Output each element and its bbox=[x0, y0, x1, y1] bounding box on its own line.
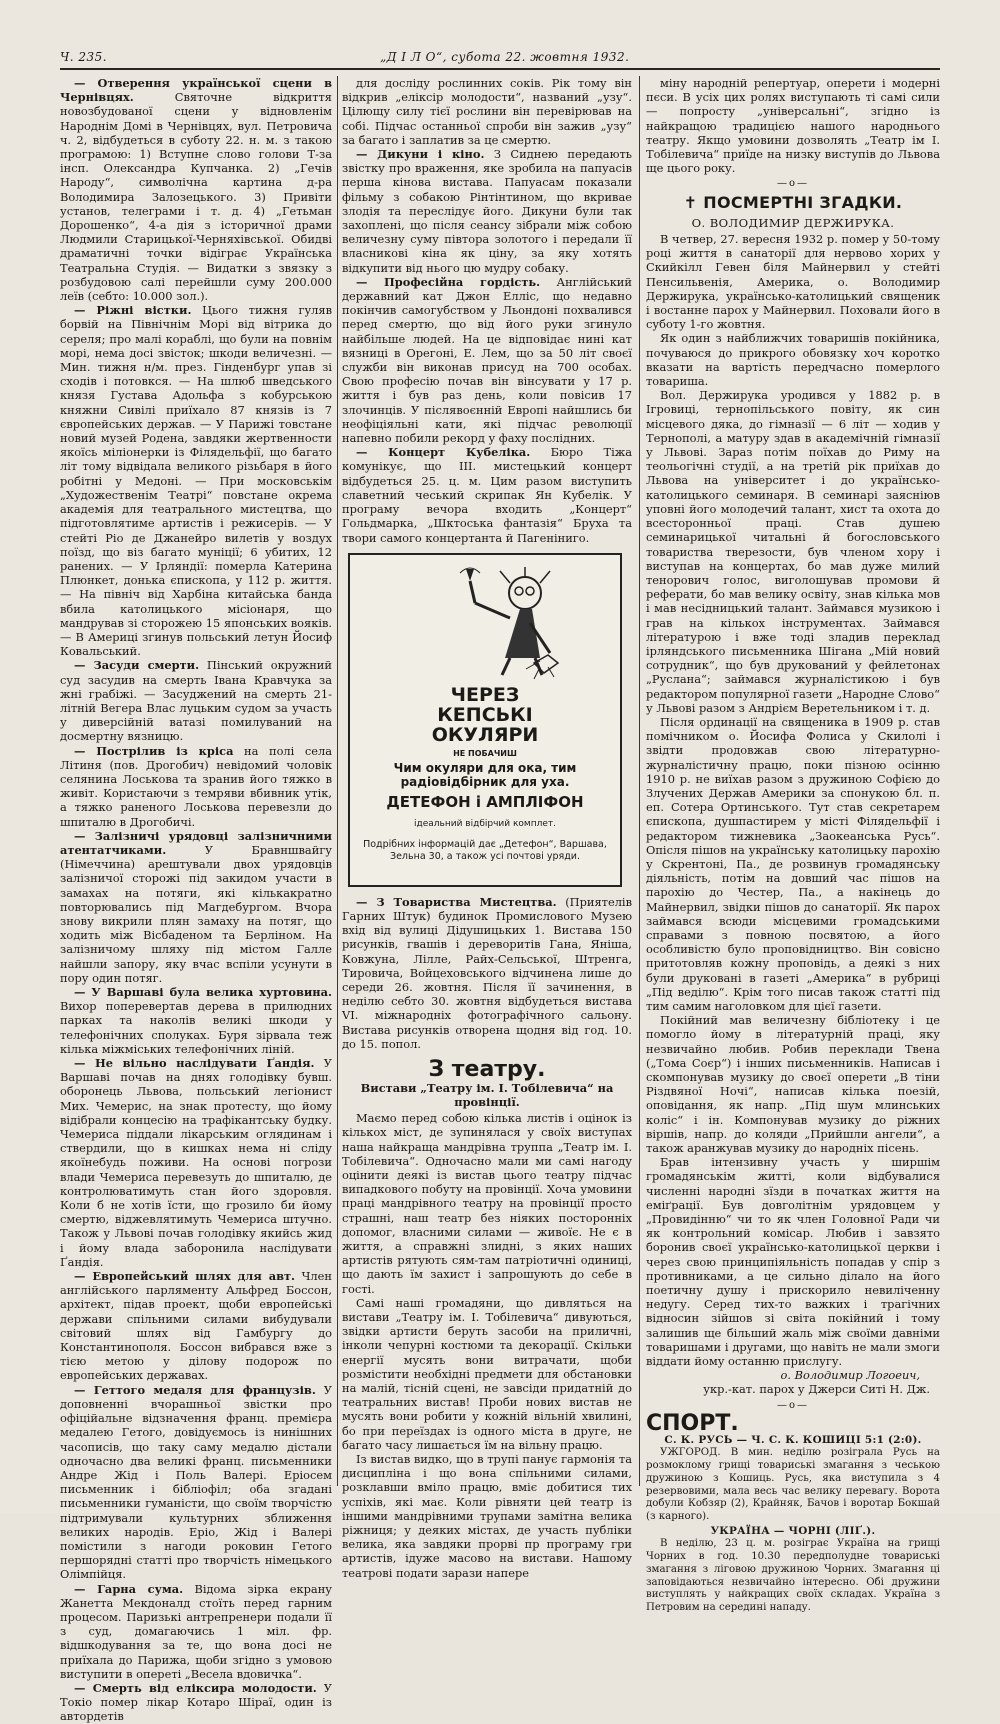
column-news-left bbox=[60, 76, 333, 1724]
news-list bbox=[342, 76, 632, 545]
theatre-paragraph: Самі наші громадяни, що дивляться на вистави „Театру ім. І. Тобілевича“ дивуються, звідки артисти беруть засоби на приличні, інколи чепурні костюми та декорації. Скільки енергії мусять вони витрачати, щоби розмістити необхідні предмети для обстановки на малій, тісній сцені, не завсіди придатній до театральних вистав! Проби нових вистав не мусять вони робити у кожній вільній хвилині, бо при переїздах із одного міста в друге, не багато часу лишається їм на вільну працю. bbox=[342, 1295, 632, 1452]
ad-headline-small: НЕ ПОБАЧИШ bbox=[453, 748, 517, 758]
news-item-text: Член англійського парляменту Альфред Боссон, архітект, підав проект, щоби европейські держави спільними силами вибудували світовий шлях від Гамбургу до Константинополя. Боссон вибрався вже з тією метою у ділову подорож по европейських державах. bbox=[60, 1269, 332, 1383]
theatre-subtitle: Вистави „Театру ім. І. Тобілевича“ на провінції. bbox=[360, 1081, 614, 1110]
news-item bbox=[342, 275, 632, 445]
obituary-paragraph: Вол. Держирука уродився у 1882 р. в Ігровиці, тернопільського повіту, як син місцевого дяка, до гімназії — 6 літ — ходив у Тернополі, а матуру здав в академічній гімназії у Львові. Зараз потім поїхав до Риму на теольогічні студії, а на третій рік приїхав до Львова на університет і до українсько-католицького семинаря. В семинарі заясніюв уповні його молодечий талант, хист та охота до всесторонньої праці. Став душею семинарицької читальні й богословського товариства тверезости, був членом хору і виступав на концертах, бо мав дуже милий тенорович голос, виголошував промови й реферати, бо мав велику освіту, знав кілька мов і мав несідницький талант. Займався музикою і грав на кількох інструментах. Займався літературою і вже тоді зладив переклад ірляндського письменника Шігана „Мій новий сотрудник“, що був друкований у фейлетонах „Руслана“; займався журналістикою і був редактором популярної газети „Народне Слово“ у Львові разом з Андрієм Веретельником і т. д. bbox=[646, 388, 940, 715]
news-item bbox=[342, 445, 632, 544]
news-item-text: У Токіо помер лікар Котаро Шіраї, один із автордетів bbox=[60, 1680, 332, 1724]
column-middle bbox=[342, 76, 633, 1580]
news-item-headline: — Смерть від еліксира молодости. bbox=[74, 1680, 317, 1695]
top-rule bbox=[60, 68, 940, 70]
news-item bbox=[60, 1383, 332, 1582]
news-list bbox=[60, 76, 332, 1724]
obituary-signature-title: укр.-кат. парох у Джерси Ситі Н. Дж. bbox=[703, 1382, 930, 1397]
match-report: В неділю, 23 ц. м. розіграє Україна на грищі Чорних в год. 10.30 передполудне товариські змагання з ліговою дружиною Чорних. Змагання ці заповідаються незвичайно інтересно. Обі дружини виступлять у найкращих своїх складах. Україна з Петровим на середині нападу. bbox=[646, 1538, 940, 1614]
news-item bbox=[60, 1582, 332, 1681]
obituary-article bbox=[646, 232, 940, 1368]
news-item bbox=[60, 76, 332, 303]
sport-section-title: СПОРТ. bbox=[646, 1410, 739, 1436]
news-item bbox=[60, 658, 332, 743]
ad-tagline: ідеальний відбірчий комплет. bbox=[414, 818, 556, 829]
obituary-paragraph: В четвер, 27. вересня 1932 р. помер у 50-тому році життя в санаторії для нервово хорих у Скийкілл Гевен біля Майнервил у стейті Пенсильвенія, Америка, о. Володимир Держирука, українсько-католицький священик і востанне парох у Майнервил. Поховали його в суботу 1-го жовтня. bbox=[646, 232, 940, 332]
news-item-headline: — Засуди смерти. bbox=[74, 658, 200, 673]
obituary-paragraph: Після ординації на священика в 1909 р. став помічником о. Йосифа Фолиса у Скилолі і звідти продовжав свою літературно-журналістичну працю, поки пізною осінню 1910 р. не виїхав разом з дружиною Софією до Злучених Держав Америки за спонукою бл. п. еп. Сотера Ортинського. Тут став секретарем єпископа, душпастирем у місті Філядельфії і редактором тижневика „Заокеанська Русь“. Опісля пішов на українську католицьку парохію у Скрентоні, Па., де розвинув громадянську діяльність, потім на довший час пішов на парохію до Честер, Па., а накінець до Майнервил, звідки пішов до санаторії. Як парох займався всюди місцевими громадськими справами з повною посвятою, а його особливістю було проповідництво. Він совісно притотовляв кожну проповідь, а деякі з них були друковані в газеті „Америка“ в рубриці „Під веділю“. Крім того писав також статті під тим самим наголовком для цієї газети. bbox=[646, 714, 940, 1013]
ad-contact-info: Подрібних інформацій дає „Детефон“, Варшава, Зельна 30, а також усі почтові уряди. bbox=[363, 838, 607, 862]
news-item bbox=[60, 985, 332, 1056]
news-item-headline: — З Товариства Мистецтва. bbox=[356, 894, 557, 909]
match-heading: С. К. РУСЬ — Ч. С. К. КОШИЦІ 5:1 (2:0). bbox=[664, 1434, 922, 1447]
news-item bbox=[60, 744, 332, 829]
masthead-date: „Д І Л О“, субота 22. жовтня 1932. bbox=[380, 50, 630, 64]
news-item bbox=[342, 895, 632, 1051]
news-item-headline: — Пострілив із кріса bbox=[74, 743, 234, 758]
news-item-text: Пінський окружний суд засудив на смерть Івана Кравчука за жні грабіжі. — Засуджений на смерть 21-літній Вегера Влас луцьким судом за участь у диверсійній ватазі помилуваний на досмертну вязницю. bbox=[60, 658, 332, 744]
obituary-paragraph: Покійний мав величезну бібліотеку і це помогло йому в літературній праці, яку незвичайно любив. Робив переклади Твена („Тома Соєр“) і інших письменників. Написав і скомпонував музику до своєї оперети „В тіни Різдвяної Ночі“, написав кілька поезій, оповідання, як напр. „Під шум млинських коліс“ і ін. Компонував музику до ріжних віршів, напр. до коляди „Прийшли ангели“, а також аранжував музику до народніх пісень. bbox=[646, 1013, 940, 1156]
news-item-text: (Приятелів Гарних Штук) будинок Промислового Музею вхід від вулиці Дідушицьких 1. Виставa 150 рисунків, гвашів і дереворитів Гана, Яніша, Ковжуна, Лілле, Райх-Сельської, Штренга, Тировича, Войцеховського відчинена лише до середи 26. жовтня. Після її зачинення, в неділю себто 30. жовтня відбудеться вистава VI. міжнародніх фотографічного сальону. Виставa рисунків отворена щодня від год. 10. до 15. попол. bbox=[342, 894, 632, 1051]
news-item-text: З Сиднею передають звістку про враження, яке зробила на папуасів перша кінова вистава. Папуасам показали фільму з собакою Рінтінтином, що вкривае злодія та переслідує його. Дикуни були так захоплені, що після сеансу зібрали між собою величезну суму півтора золотого і передали її власникові кіна як ціну, за яку хотять відкупити від нього цю мудру собаку. bbox=[342, 147, 633, 275]
column-divider bbox=[337, 76, 338, 1486]
news-item-text: Вихор поперевертав дерева в прилюдних парках та наколів великі шкоди у телефонічних сполуках. Буря зірвала теж кілька міжміських телефонічних ліній. bbox=[60, 999, 332, 1056]
theatre-article bbox=[342, 1111, 632, 1580]
news-item-text: Відома зірка екрану Жанетта Мекдоналд стоїть перед гарним процесом. Паризькі антрепренери подали її з суд, домагаючись 1 міл. фр. відшкодування за те, що вона досі не приїхала до Парижа, щоби згідно з умовою виступити в опереті „Весела вдовичка“. bbox=[60, 1581, 332, 1681]
match-report: УЖГОРОД. В мин. неділю розіграла Русь на розмоклому грищі товариські змагання з чеською дружиною з Кошиць. Русь, яка виступила з 4 резервовими, мала весь час велику перевагу. Ворота добули Кобзяр (2), Крайняк, Бачов і воротар Бокшай (з карного). bbox=[646, 1447, 940, 1523]
news-item bbox=[342, 147, 632, 275]
masthead bbox=[60, 48, 930, 70]
news-item-text: Цього тижня гуляв борвій на Північнім Морі від вітрика до сереля; про малі кораблі, що були на повнім морі, нема досі звісток; шкоди величезні. — Мин. тижня н/м. през. Гінденбург упав зі сходів і потовкся. — На шлюб шведського князя Густава Адольфа з кобурською княжни Сивілі приїхало 87 князів із 7 європейських держав. — У Парижі товстане новий музей Родена, завдяки жертвенности якоїсь міліонерки із Філядельфії, що багато літ тому відвідала великого різьбаря в його робітні у Медоні. — При московськім „Художественім Театрі“ повстане окрема академія для театрального мистецтва, що підготовлятиме артистів і режисерів. — У стейті Ріо де Джанейро вилетів у воздух поїзд, що віз багато муніції; 6 убитих, 12 ранених. — У Ірляндії: померла Катерина Плюнкет, донька єпископа, у 112 р. життя. — На північ від Харбіна китайська банда вбила католицького місіонаря, що мандрував зі сторожею 15 японських вояків. — В Америці згинув польський летун Йосиф Ковальський. bbox=[60, 303, 332, 659]
news-item bbox=[342, 76, 632, 147]
obituary-name: О. ВОЛОДИМИР ДЕРЖИРУКА. bbox=[691, 215, 895, 230]
theatre-section-title: З театру. bbox=[428, 1056, 546, 1082]
news-item-text: для досліду рослинних соків. Рік тому він відкрив „еліксір молодости“, названий „узу“. Цілющу силу тієї рослини він перевірював на собі. Підчас останньої спроби він зажив „узу“ за багато і заплатив за це смертю. bbox=[342, 76, 632, 147]
news-item-headline: — Дикуни і кіно. bbox=[356, 147, 485, 162]
ad-brand: ДЕТЕФОН і АМПЛІФОН bbox=[386, 792, 584, 811]
news-list bbox=[342, 895, 632, 1051]
theatre-paragraph: Із вистав видко, що в трупі панує гармонія та дисципліна і що вона спільними силами, розклавши вміло працю, вміє добитися тих успіхів, які має. Коли рівняти цей театр із іншими мандрівними трупами замітна велика ріжниця; у деяких містах, де участь публіки великa, яка завдяки прорві пр програму гри артистів, ідуже масово на вистави. Нашому театрові подати зарази напере bbox=[342, 1452, 632, 1580]
news-item-headline: — Професійна гордість. bbox=[356, 274, 541, 289]
ad-slogan: Чим окуляри для ока, тим радіовідбірник для уха. bbox=[393, 760, 577, 789]
separator: —o— bbox=[776, 178, 810, 190]
news-item-text: Англійський державний кат Джон Елліс, що недавно покінчив самогубством у Льондоні похвалився перед смертю, що від його руки згинуло найбільше людей. На це відповідає нині кат вязниці в Орегоні, Е. Лем, що за 50 літ своєї служби він виконав присуд на 700 особах. Свою професію почав він вінсувати у 17 р. життя і був раз день, коли повісив 17 злочинців. У післявоєнній Европі найшлись би неофіціяльні кати, які підчас революції напевно побили рекорд у фаху послідних. bbox=[342, 274, 632, 446]
news-item-text: У доповненні вчорашньої звістки про офіційальне відзначення франц. премієра медалею Гетого, довідуємось із нинішних часописів, що таку саму медалю дістали одночасно два великі франц. письменники Андре Жід і Поль Валері. Еріосем письменник і бібліофіл; оба згадані письменники гуманісти, що своїм творчістю підтримували культурних зближення великих народів. Еріо, Жід і Валері помістили з нагоди роковин Гетого першорядні статті про творчість німецького Олімпійця. bbox=[60, 1382, 332, 1582]
news-item-headline: — Гарна сума. bbox=[74, 1581, 184, 1596]
separator: —o— bbox=[776, 1399, 810, 1411]
news-item bbox=[60, 1681, 332, 1724]
news-item-text: Бюро Тіжа комунікує, що ІІІ. мистецький концерт відбудеться 25. ц. м. Цим разом виступить славетний чеський скрипак Ян Кубелік. У програму вечора входить „Концерт“ Гольдмарка, „Шктоська фантазія“ Бруха та твори самого концертанта й Пагеніниго. bbox=[342, 445, 632, 545]
news-item bbox=[60, 1056, 332, 1269]
news-item bbox=[60, 1269, 332, 1383]
column-divider bbox=[639, 76, 640, 1486]
advertisement-glasses bbox=[348, 553, 622, 887]
news-item bbox=[60, 303, 332, 658]
caricature-figure-icon bbox=[430, 563, 580, 683]
news-item-headline: — Геттого медаля для французів. bbox=[74, 1382, 316, 1397]
match-heading: УКРАЇНА — ЧОРНІ (ЛІҐ.). bbox=[710, 1525, 876, 1538]
obituary-signature: о. Володимир Логоеич, bbox=[780, 1368, 920, 1383]
news-item-text: на полі села Літиня (пов. Дрогобич) невідомий чоловік селянина Лоськова та зранив його тяжко в живіт. Користаючи з темряви вбивник утік, а тяжко раненого Лоськова перевезли до шпиталю в Дрогобичі. bbox=[60, 743, 332, 829]
obituary-title: ✝ ПОСМЕРТНІ ЗГАДКИ. bbox=[683, 192, 903, 212]
news-item-headline: — Отверення української сцени в Чернівцях. bbox=[60, 76, 332, 105]
news-item-headline: — Европейський шлях для авт. bbox=[74, 1269, 296, 1284]
theatre-paragraph: Маємо перед собою кілька листів і оцінок із кількох міст, де зупинялася у своїх виступах наша найкраща мандрівна труппа „Театр ім. І. Тобілевича“. Одночасно мали ми самі нагоду оцінити деякі із вистав цього театру підчас випадкового побуту на провінції. Хоча умовини праці мандрівного театру на провінції просто страшні, наш театр без ніяких посторонніх допомог, власними силами — живоїє. Не є в життя, а справжні злидні, з яких наших артистів рятують сям-там патріотичні одиниці, що дають їм захист і запрошують до себе в гості. bbox=[342, 1111, 632, 1296]
news-item-headline: — Ріжні вістки. bbox=[74, 303, 192, 318]
theatre-article-continued: міну народній репертуар, оперети і модерні пєси. В усіх цих ролях виступають ті самі сили — попросту „універсальні“, згідно із найкращою традицією нашого народнього театру. Якщо умовини дозволять „Театр ім І. Тобілевича“ приїде на низку виступів до Львова ще цього року. bbox=[646, 76, 940, 176]
news-item-headline: — Концерт Кубеліка. bbox=[356, 445, 531, 460]
news-item-headline: — Не вільно наслідувати Ґандія. bbox=[74, 1056, 315, 1071]
news-item-text: Святочне відкриття новозбудованої сцени у відновленім Народнім Домі в Чернівцях, вул. Петровича ч. 2, відбудеться в суботу 22. н. м. з такою програмою: 1) Вступне слово голови Т-за інсп. Олександра Купчанка. 2) „Гечів Народу“, символічна картина д-ра Володимира Залозецького. 3) Привіти установ, телеграми і т. д. 4) „Гетьман Дорошенко“, 4-а дія з історичної драми Людмили Старицької-Черняхівської. Обидві драматичні точки відіграє Українська Театральна Студія. — Видатки з звязку з розбудовою салі перейшли суму 200.000 леїв (себто: 10.000 зол.). bbox=[60, 90, 332, 304]
obituary-paragraph: Як один з найближчих товаришів покійника, почуваюся до прикрого обовязку хоч коротко вказати на вартість передчасно померлого товариша. bbox=[646, 331, 940, 389]
obituary-paragraph: Брав інтензивну участь у ширшім громадянськім житті, коли відбувалися численні народні зїзди в початках життя на еміґрації. Був довголітнім урядовцем у „Провидінню“ чи то як член Головної Ради чи як контрольний комісар. Любив і завзято боронив своєї українсько-католицької церкви і через свою принципіяльність попадав у спір з противниками, а це сильно ділало на його поетичну душу і прискорило невиліченну недугу. Серед тих-то важких і трагічних відносин зійшов зі світа покійний і тому залишив ще більший жаль між своїми давніми товаришами і другами, що навіть не мали змоги віддати йому останню прислугу. bbox=[646, 1155, 940, 1369]
ad-headline: ЧЕРЕЗ КЕПСЬКІ ОКУЛЯРИ bbox=[431, 683, 539, 746]
news-item-headline: — У Варшаві була велика хуртовина. bbox=[74, 985, 332, 999]
column-right bbox=[646, 76, 940, 1614]
news-item-headline: — Залізничі урядовці залізничними атентатчиками. bbox=[60, 828, 332, 857]
news-item-text: У Варшаві почав на днях голодівку бувш. оборонець Львова, польський легіонист Мих. Чемерис, на знак протесту, що йому відібрали концесію на трафікантську будку. Чемериса піддали лікарським оглядинам і ствердили, що в кишках нема ні сліду якоїнебудь поживи. На основі погрози влади Чемериса перевезуть до шпиталю, де контролюватимуть стан його здоровля. Коли б не хотів їсти, що грозило би йому смертю, віджевлятимуть Чемериса штучно. Також у Львові почав голодівку якийсь жид і йому влада заборонила наслідувати Ґандія. bbox=[60, 1056, 333, 1269]
issue-number: Ч. 235. bbox=[60, 50, 108, 64]
news-item bbox=[60, 829, 332, 985]
news-item-text: У Бравншвайгу (Німеччина) арештували двох урядовців залізничої сторожі під закидом участи в замахах на потяги, які кількакратно повторювались під Магдебургом. Вчора знову викрили плян замаху на потяг, що ходить між Вісбаденом та Берліном. На залізничому шляху під містом Галле найшли запору, яку вчас вспіли усунути в пору один потяг. bbox=[60, 842, 332, 985]
